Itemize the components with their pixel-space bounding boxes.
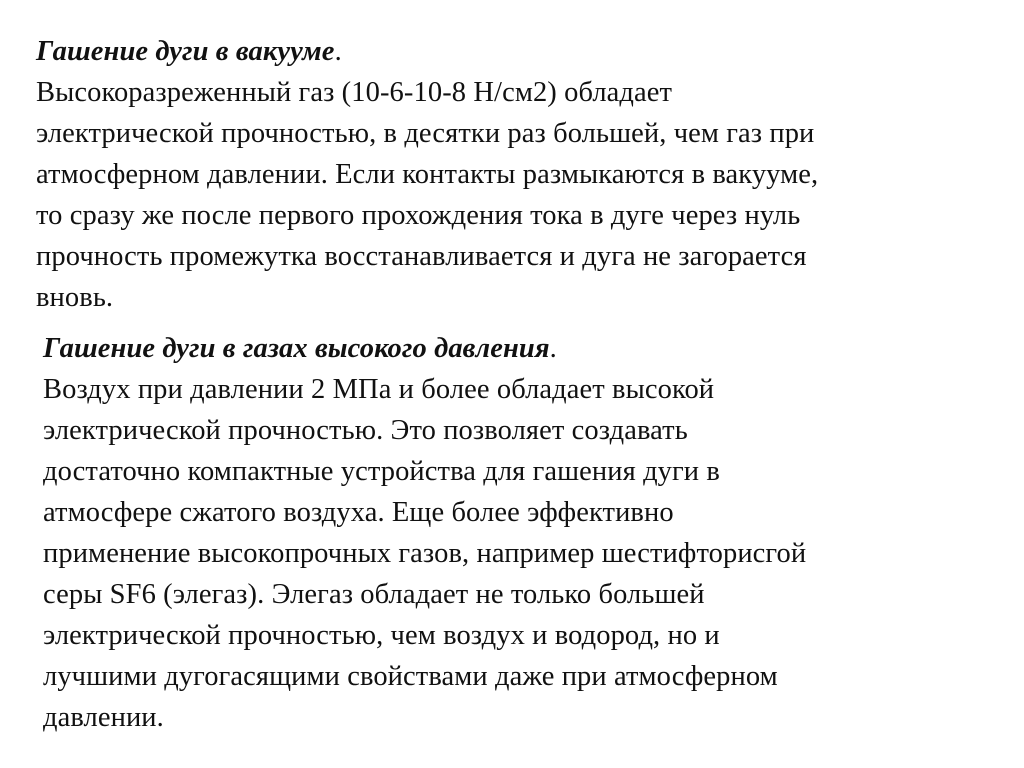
paragraph-line: Воздух при давлении 2 МПа и более обладает высокой bbox=[43, 374, 715, 405]
heading-text: Гашение дуги в вакууме bbox=[36, 36, 335, 67]
paragraph-line: электрической прочностью. Это позволяет создавать bbox=[43, 415, 688, 446]
paragraph-line: достаточно компактные устройства для гашения дуги в bbox=[43, 456, 720, 487]
section-vacuum-heading bbox=[36, 32, 342, 72]
paragraph-line: электрической прочностью, чем воздух и водород, но и bbox=[43, 620, 720, 651]
heading-text: Гашение дуги в газах высокого давления bbox=[43, 333, 550, 364]
section-high-pressure-heading bbox=[43, 329, 557, 369]
paragraph-line: Высокоразреженный газ (10-6-10-8 Н/см2) обладает bbox=[36, 77, 673, 108]
heading-period: . bbox=[549, 333, 557, 364]
heading-period: . bbox=[334, 36, 342, 67]
paragraph-line: прочность промежутка восстанавливается и дуга не загорается bbox=[36, 241, 807, 272]
paragraph-line: вновь. bbox=[36, 282, 114, 313]
paragraph-line: электрической прочностью, в десятки раз большей, чем газ при bbox=[36, 118, 815, 149]
paragraph-line: то сразу же после первого прохождения тока в дуге через нуль bbox=[36, 200, 801, 231]
paragraph-line: лучшими дугогасящими свойствами даже при атмосферном bbox=[43, 661, 778, 692]
paragraph-line: применение высокопрочных газов, например шестифторисгой bbox=[43, 538, 807, 569]
paragraph-line: атмосфере сжатого воздуха. Еще более эффективно bbox=[43, 497, 674, 528]
paragraph-line: серы SF6 (элегаз). Элегаз обладает не только большей bbox=[43, 579, 705, 610]
paragraph-line: давлении. bbox=[43, 702, 164, 733]
paragraph-line: атмосферном давлении. Если контакты размыкаются в вакууме, bbox=[36, 159, 819, 190]
